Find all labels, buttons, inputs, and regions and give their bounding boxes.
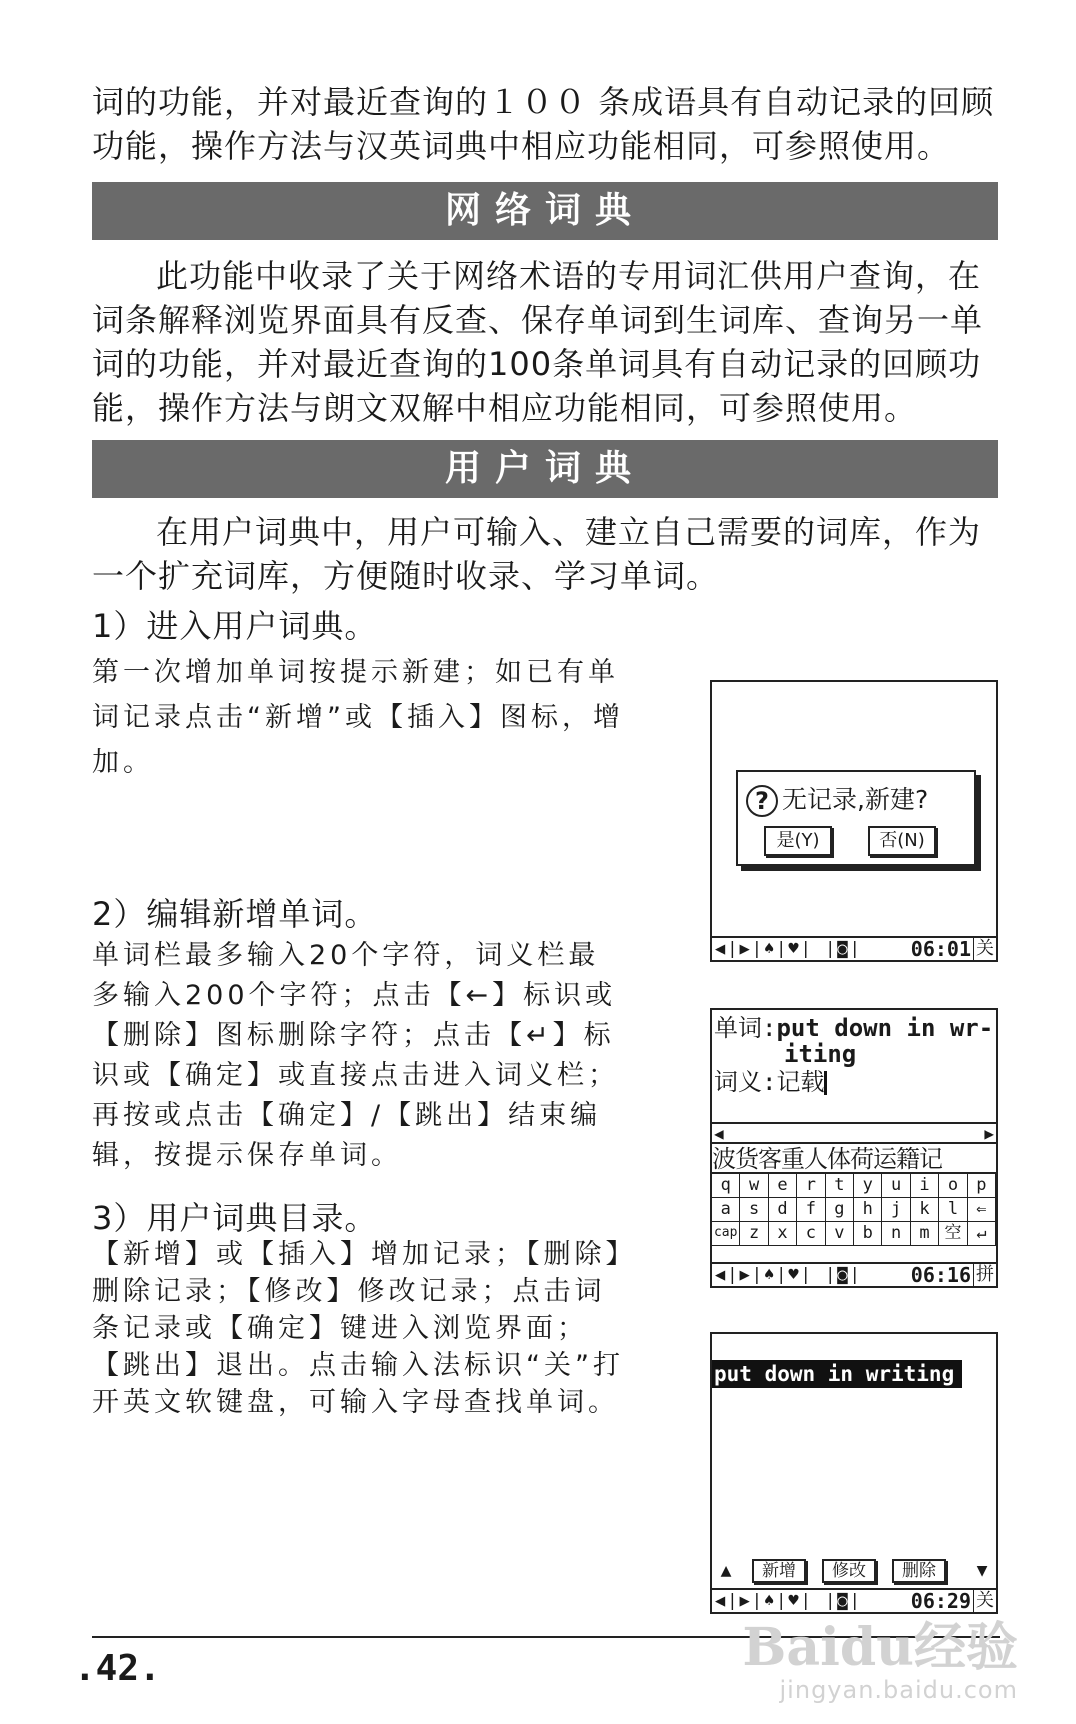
key[interactable]: s [740,1198,768,1221]
edit-button[interactable]: 修改 [822,1559,876,1583]
key[interactable]: p [968,1174,996,1197]
key[interactable]: n [882,1222,910,1245]
word-value-line-1: put down in wr- [776,1014,994,1042]
word-label: 单词: [714,1014,777,1042]
scroll-left-icon[interactable]: ◀ [714,1124,724,1143]
step-2-title: 2）编辑新增单词。 [92,895,378,933]
new-record-dialog [736,770,976,866]
word-field[interactable] [714,1014,993,1042]
key[interactable]: j [882,1198,910,1221]
word-value-line-2: iting [784,1040,857,1068]
key[interactable]: d [769,1198,797,1221]
key[interactable]: m [911,1222,939,1245]
key[interactable]: h [854,1198,882,1221]
soft-keyboard [712,1174,996,1246]
space-key[interactable]: 空 [939,1222,967,1245]
text-cursor [824,1071,827,1095]
key[interactable]: f [797,1198,825,1221]
key[interactable]: w [740,1174,768,1197]
status-icons[interactable]: ◀|▶|♠|♥| |◙| [715,939,862,959]
keyboard-row-1 [712,1174,996,1198]
dialog-message [746,780,928,817]
key[interactable]: v [826,1222,854,1245]
dialog-message-text: 无记录,新建? [782,785,929,814]
step-3-title: 3）用户词典目录。 [92,1199,378,1237]
key[interactable]: q [712,1174,740,1197]
status-clock: 06:01 [910,937,971,961]
key[interactable]: l [939,1198,967,1221]
step-3-body: 【新增】或【插入】增加记录；【删除】删除记录；【修改】修改记录；点击词条记录或【确定】键进入浏览界面；【跳出】退出。点击输入法标识“关”打开英文软键盘，可输入字母查找单词。 [92,1239,624,1418]
meaning-value: 记载 [776,1068,825,1096]
section-heading-network: 网络词典 [92,182,998,240]
status-clock: 06:29 [910,1589,971,1613]
status-icons[interactable]: ◀|▶|♠|♥| |◙| [715,1591,862,1611]
candidate-bar[interactable]: 波货客重人体荷运籍记 [712,1144,996,1174]
device-screen-edit-word [710,1008,998,1288]
key[interactable]: b [854,1222,882,1245]
key[interactable]: a [712,1198,740,1221]
page-number: .42. [74,1648,161,1689]
scroll-right-icon[interactable]: ▶ [984,1124,994,1143]
question-icon: ? [746,785,778,817]
keyboard-row-2 [712,1198,996,1222]
key[interactable]: t [826,1174,854,1197]
step-1-body: 第一次增加单词按提示新建；如已有单词记录点击“新增”或【插入】图标，增加。 [92,657,624,778]
intro-line-2: 功能，操作方法与汉英词典中相应功能相同，可参照使用。 [92,127,951,165]
network-paragraph: 此功能中收录了关于网络术语的专用词汇供用户查询，在词条解释浏览界面具有反查、保存单词到生词库、查询另一单词的功能，并对最近查询的100条单词具有自动记录的回顾功能，操作方法与朗文双解中相应功能相同，可参照使用。 [92,257,984,427]
backspace-key[interactable]: ⇐ [968,1198,996,1221]
key[interactable]: y [854,1174,882,1197]
watermark-url: jingyan.baidu.com [779,1676,1018,1704]
key[interactable]: u [882,1174,910,1197]
device-screen-word-list [710,1332,998,1614]
meaning-label: 词义: [714,1068,777,1096]
step-1-title: 1）进入用户词典。 [92,607,378,645]
user-paragraph: 在用户词典中，用户可输入、建立自己需要的词库，作为一个扩充词库，方便随时收录、学习单词。 [92,513,982,595]
watermark [742,1617,1018,1704]
page-down-icon[interactable]: ▼ [976,1560,988,1581]
key[interactable]: k [911,1198,939,1221]
list-toolbar [712,1556,996,1586]
status-bar [712,936,996,960]
ime-indicator[interactable]: 关 [973,1590,996,1612]
section-heading-user: 用户词典 [92,440,998,498]
key[interactable]: c [797,1222,825,1245]
key[interactable]: e [769,1174,797,1197]
page-up-icon[interactable]: ▲ [720,1560,732,1581]
status-bar [712,1588,996,1612]
ime-indicator[interactable]: 拼 [973,1264,996,1286]
status-clock: 06:16 [910,1263,971,1287]
step-2-body: 单词栏最多输入20个字符，词义栏最多输入200个字符；点击【←】标识或【删除】图标删除字符；点击【↵】标识或【确定】或直接点击进入词义栏；再按或点击【确定】/【跳出】结束编辑，按提示保存单词。 [92,940,619,1171]
key[interactable]: i [911,1174,939,1197]
word-list-item-selected[interactable]: put down in writing [712,1360,962,1388]
caps-key[interactable]: cap [712,1222,740,1245]
no-button[interactable]: 否(N) [868,826,936,856]
delete-button[interactable]: 删除 [892,1559,946,1583]
enter-key[interactable]: ↵ [968,1222,996,1245]
device-screen-new-record [710,680,998,962]
status-icons[interactable]: ◀|▶|♠|♥| |◙| [715,1265,862,1285]
status-bar [712,1262,996,1286]
meaning-field[interactable] [714,1068,827,1096]
key[interactable]: x [769,1222,797,1245]
candidate-scrollbar[interactable] [712,1122,996,1144]
key[interactable]: o [939,1174,967,1197]
key[interactable]: g [826,1198,854,1221]
key[interactable]: z [740,1222,768,1245]
watermark-logo: Baidu经验 [742,1617,1018,1678]
yes-button[interactable]: 是(Y) [764,826,832,856]
new-button[interactable]: 新增 [752,1559,806,1583]
keyboard-row-3 [712,1222,996,1246]
ime-indicator[interactable]: 关 [973,938,996,960]
intro-line-1: 词的功能，并对最近查询的１００ 条成语具有自动记录的回顾 [92,83,995,121]
key[interactable]: r [797,1174,825,1197]
